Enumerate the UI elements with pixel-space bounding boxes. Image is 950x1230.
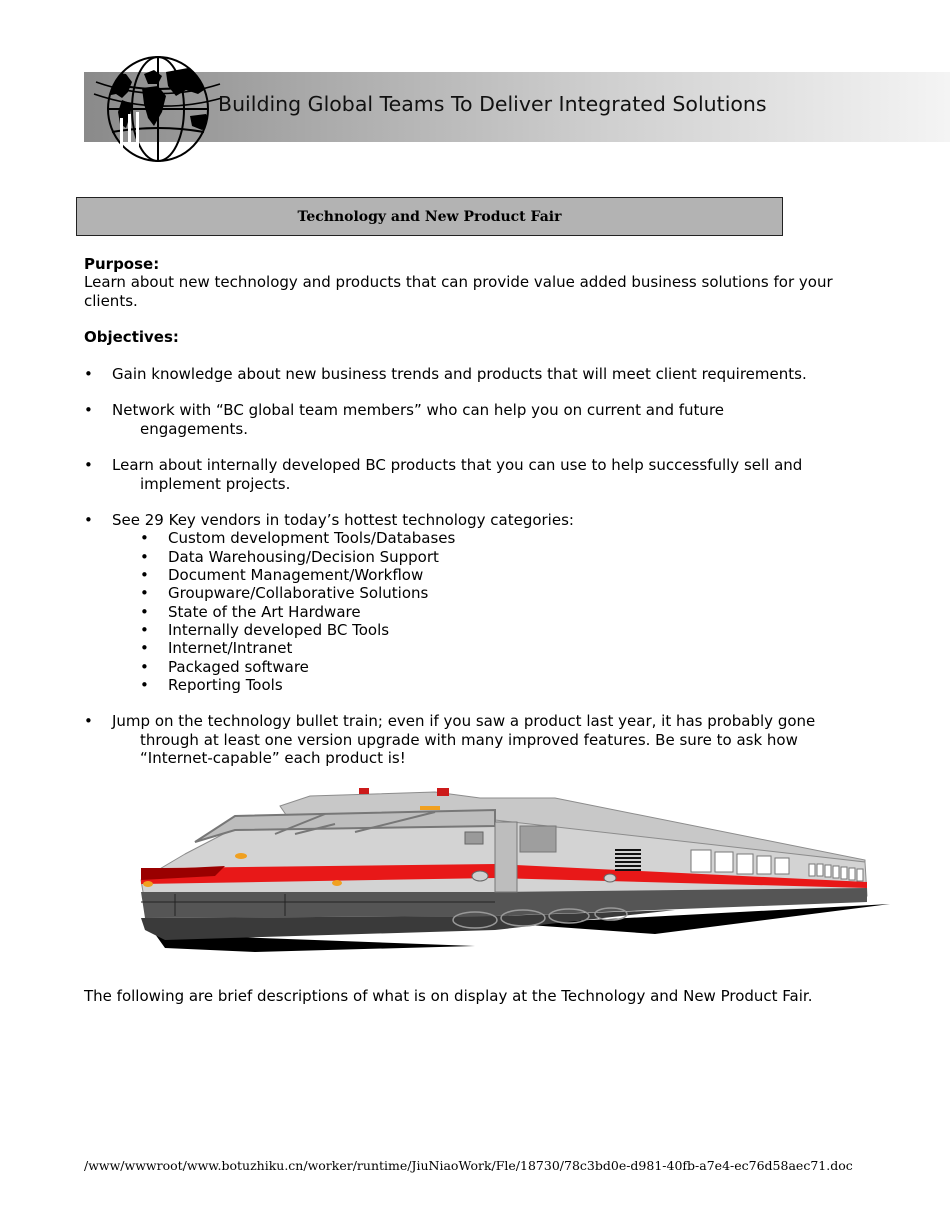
- bullet-icon: •: [140, 657, 149, 676]
- bullet-icon: •: [84, 401, 93, 420]
- following-text: The following are brief descriptions of what is on display at the Technology and New Product Fair.: [84, 987, 813, 1005]
- bullet-icon: •: [84, 364, 93, 383]
- vendor-category-item: [140, 676, 864, 694]
- vendor-category-label: Packaged software: [168, 657, 309, 676]
- vendor-category-item: [140, 658, 864, 676]
- vendor-category-item: [140, 566, 864, 584]
- objectives-list: [84, 365, 864, 530]
- objective-text: Jump on the technology bullet train; even if you saw a product last year, it has probably gone: [112, 712, 816, 731]
- objective-text-continued: through at least one version upgrade with many improved features. Be sure to ask how: [140, 730, 798, 749]
- objective-text-continued: “Internet-capable” each product is!: [140, 749, 406, 768]
- objective-text-continued: implement projects.: [140, 474, 291, 493]
- vendor-category-label: Internet/Intranet: [168, 639, 293, 658]
- footer-file-path: /www/wwwroot/www.botuzhiku.cn/worker/runtime/JiuNiaoWork/Fle/18730/78c3bd0e-d981-40fb-a7e4-ec76d58aec71.doc: [84, 1158, 853, 1173]
- bullet-icon: •: [140, 547, 149, 566]
- vendor-category-label: Internally developed BC Tools: [168, 620, 390, 639]
- objective-text: Gain knowledge about new business trends and products that will meet client requirements.: [112, 364, 807, 383]
- bullet-icon: •: [84, 712, 93, 731]
- list-item: [84, 511, 864, 529]
- vendor-category-item: [140, 603, 864, 621]
- banner-title: Building Global Teams To Deliver Integrated Solutions: [218, 92, 767, 116]
- section-title: Technology and New Product Fair: [297, 208, 562, 225]
- vendor-category-label: Data Warehousing/Decision Support: [168, 547, 439, 566]
- bullet-icon: •: [84, 511, 93, 530]
- objective-text: See 29 Key vendors in today’s hottest technology categories:: [112, 511, 574, 530]
- vendor-category-label: Custom development Tools/Databases: [168, 529, 456, 548]
- objective-text: Learn about internally developed BC products that you can use to help successfully sell and: [112, 456, 803, 475]
- list-item: [84, 456, 864, 493]
- bullet-icon: •: [140, 639, 149, 658]
- vendor-category-item: [140, 639, 864, 657]
- bullet-icon: •: [140, 675, 149, 694]
- list-item: [84, 365, 864, 383]
- list-item: [84, 712, 864, 767]
- vendor-category-item: [140, 548, 864, 566]
- purpose-heading: Purpose:: [84, 255, 160, 273]
- bullet-icon: •: [140, 602, 149, 621]
- vendor-category-label: Reporting Tools: [168, 675, 283, 694]
- bullet-icon: •: [140, 529, 149, 548]
- list-item: [84, 401, 864, 438]
- section-title-box: [76, 197, 783, 236]
- objective-text-continued: engagements.: [140, 419, 249, 438]
- vendor-category-item: [140, 621, 864, 639]
- objectives-list-continued: [84, 712, 864, 767]
- bullet-train-illustration: [135, 784, 895, 954]
- objective-text: Network with “BC global team members” who can help you on current and future: [112, 401, 725, 420]
- purpose-text: Learn about new technology and products that can provide value added business solutions for your clients.: [84, 273, 833, 310]
- bullet-icon: •: [84, 456, 93, 475]
- globe-logo-icon: [92, 54, 224, 164]
- main-content: [84, 255, 864, 767]
- vendor-category-label: Document Management/Workflow: [168, 566, 424, 585]
- vendor-category-item: [140, 584, 864, 602]
- vendor-category-label: State of the Art Hardware: [168, 602, 361, 621]
- vendor-category-label: Groupware/Collaborative Solutions: [168, 584, 429, 603]
- vendor-categories-list: [84, 529, 864, 694]
- bullet-icon: •: [140, 584, 149, 603]
- vendor-category-item: [140, 529, 864, 547]
- objectives-heading: Objectives:: [84, 328, 179, 347]
- bullet-icon: •: [140, 566, 149, 585]
- bullet-icon: •: [140, 620, 149, 639]
